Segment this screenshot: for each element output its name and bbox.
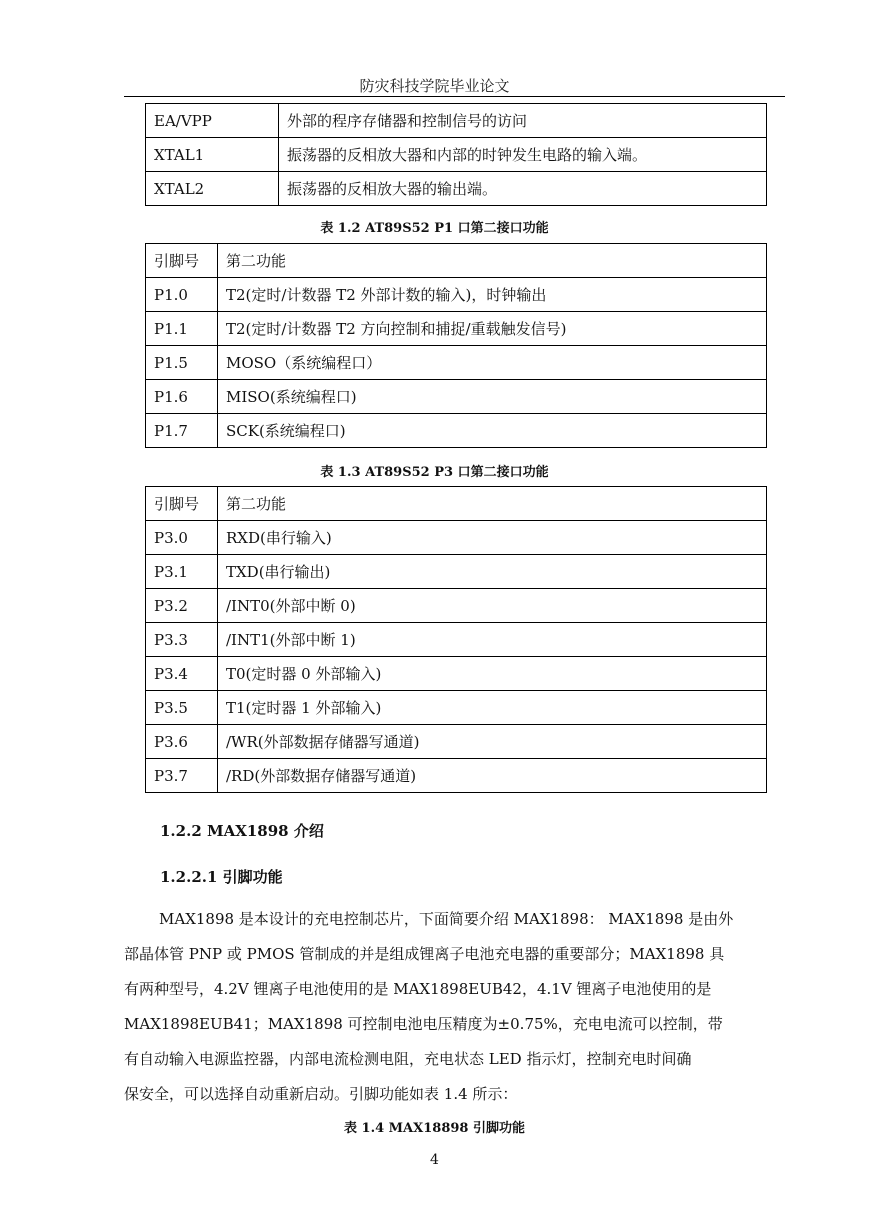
table-header-row [146,244,767,278]
pin-cell: P1.6 [146,380,218,414]
pin-cell: 引脚号 [146,487,218,521]
p1-function-table [145,243,767,448]
table-row [146,725,767,759]
page-number: 4 [430,1152,439,1168]
function-cell: 第二功能 [218,244,767,278]
p3-function-table [145,486,767,793]
table-caption-max1898: 表 1.4 MAX18898 引脚功能 [344,1121,525,1136]
page-header-title: 防灾科技学院毕业论文 [359,77,510,95]
table-row [146,657,767,691]
p3-function-table-body [146,487,767,793]
pin-cell: P3.4 [146,657,218,691]
pin-cell: P3.7 [146,759,218,793]
table-row [146,172,767,206]
paragraph-line: 部晶体管 PNP 或 PMOS 管制成的并是组成锂离子电池充电器的重要部分；MAX1898 具 [124,945,725,963]
pin-cell: P3.2 [146,589,218,623]
pin-cell: P1.1 [146,312,218,346]
pin-cell: P1.5 [146,346,218,380]
function-cell: T2(定时/计数器 T2 外部计数的输入)，时钟输出 [218,278,767,312]
table-row [146,312,767,346]
table-row [146,691,767,725]
table-row [146,759,767,793]
pin-cell: P3.3 [146,623,218,657]
function-cell: 振荡器的反相放大器的输出端。 [279,172,767,206]
pin-cell: P3.6 [146,725,218,759]
function-cell: T1(定时器 1 外部输入) [218,691,767,725]
header-rule [124,96,785,97]
pin-cell: P1.7 [146,414,218,448]
table-row [146,555,767,589]
table-row [146,380,767,414]
function-cell: 外部的程序存储器和控制信号的访问 [279,104,767,138]
pin-cell: P3.5 [146,691,218,725]
paragraph-line: 有自动输入电源监控器，内部电流检测电阻，充电状态 LED 指示灯，控制充电时间确 [124,1050,692,1068]
paragraph-line: MAX1898EUB41；MAX1898 可控制电池电压精度为±0.75%，充电电流可以控制，带 [124,1015,723,1033]
paragraph-line: MAX1898 是本设计的充电控制芯片，下面简要介绍 MAX1898： MAX1898 是由外 [159,910,734,928]
control-pin-table [145,103,767,206]
pin-cell: EA/VPP [146,104,279,138]
pin-cell: 引脚号 [146,244,218,278]
control-pin-table-body [146,104,767,206]
function-cell: MOSO（系统编程口） [218,346,767,380]
function-cell: /RD(外部数据存储器写通道) [218,759,767,793]
function-cell: T0(定时器 0 外部输入) [218,657,767,691]
pin-cell: P3.0 [146,521,218,555]
function-cell: 第二功能 [218,487,767,521]
table-row [146,414,767,448]
function-cell: /INT1(外部中断 1) [218,623,767,657]
table-header-row [146,487,767,521]
section-heading: 1.2.2 MAX1898 介绍 [160,822,324,840]
function-cell: T2(定时/计数器 T2 方向控制和捕捉/重载触发信号) [218,312,767,346]
function-cell: SCK(系统编程口) [218,414,767,448]
table-caption-p3: 表 1.3 AT89S52 P3 口第二接口功能 [320,465,549,480]
function-cell: /INT0(外部中断 0) [218,589,767,623]
function-cell: RXD(串行输入) [218,521,767,555]
pin-cell: XTAL1 [146,138,279,172]
table-row [146,346,767,380]
function-cell: TXD(串行输出) [218,555,767,589]
function-cell: 振荡器的反相放大器和内部的时钟发生电路的输入端。 [279,138,767,172]
paragraph-line: 有两种型号，4.2V 锂离子电池使用的是 MAX1898EUB42，4.1V 锂离子电池使用的是 [124,980,712,998]
table-row [146,521,767,555]
table-row [146,278,767,312]
table-row [146,138,767,172]
p1-function-table-body [146,244,767,448]
table-row [146,104,767,138]
table-caption-p1: 表 1.2 AT89S52 P1 口第二接口功能 [320,221,549,236]
body-paragraph [124,902,785,1112]
pin-cell: XTAL2 [146,172,279,206]
function-cell: /WR(外部数据存储器写通道) [218,725,767,759]
paragraph-line: 保安全，可以选择自动重新启动。引脚功能如表 1.4 所示： [124,1085,518,1103]
table-row [146,589,767,623]
pin-cell: P1.0 [146,278,218,312]
pin-cell: P3.1 [146,555,218,589]
table-row [146,623,767,657]
function-cell: MISO(系统编程口) [218,380,767,414]
subsection-heading: 1.2.2.1 引脚功能 [160,868,283,886]
